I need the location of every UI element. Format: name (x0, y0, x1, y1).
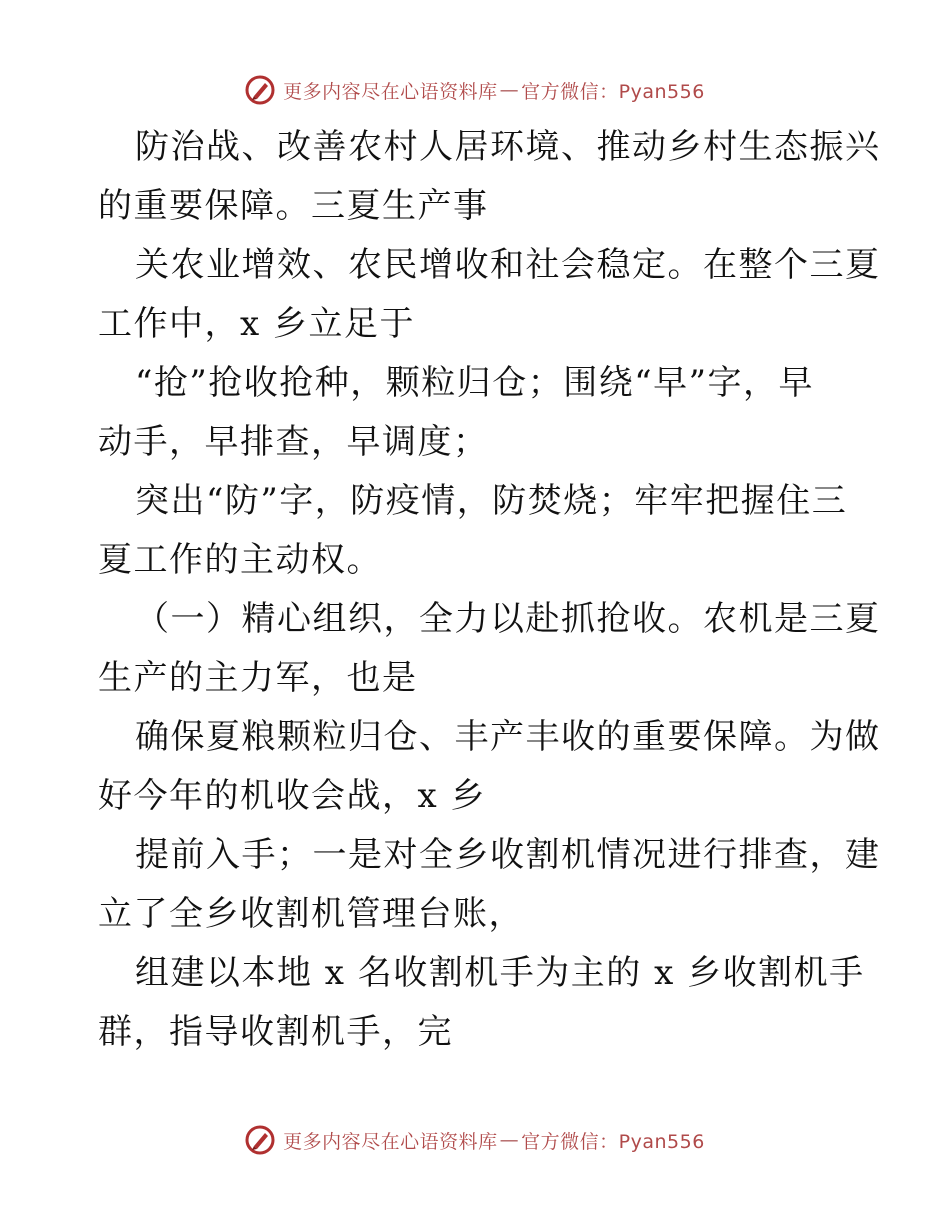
watermark-prefix: 更多内容尽在心语资料库 (283, 1130, 498, 1153)
footer-watermark (0, 1120, 950, 1160)
pen-logo-icon (245, 75, 275, 105)
text-line: 提前入手；一是对全乡收割机情况进行排查，建 (135, 835, 881, 875)
watermark-suffix: 官方微信：Pyan556 (521, 80, 705, 103)
text-line: 关农业增效、农民增收和社会稳定。在整个三夏 (135, 245, 881, 285)
text-line: 工作中，x 乡立足于 (98, 304, 415, 344)
watermark-separator: — (499, 79, 520, 101)
text-line: 群，指导收割机手，完 (98, 1012, 453, 1052)
text-line: 确保夏粮颗粒归仓、丰产丰收的重要保障。为做 (135, 717, 881, 757)
pen-logo-icon (245, 1125, 275, 1155)
text-line: 突出“防”字，防疫情，防焚烧；牢牢把握住三 (135, 481, 848, 521)
text-line: 的重要保障。三夏生产事 (98, 186, 489, 226)
text-line: 生产的主力军，也是 (98, 658, 418, 698)
text-line: 防治战、改善农村人居环境、推动乡村生态振兴 (135, 127, 881, 167)
text-line: “抢”抢收抢种，颗粒归仓；围绕“早”字，早 (135, 363, 815, 403)
text-line: （一）精心组织，全力以赴抓抢收。农机是三夏 (135, 599, 881, 639)
text-line: 动手，早排查，早调度； (98, 422, 489, 462)
watermark-separator: — (499, 1129, 520, 1151)
document-body (98, 118, 881, 1062)
watermark-prefix: 更多内容尽在心语资料库 (283, 80, 498, 103)
text-line: 好今年的机收会战，x 乡 (98, 776, 486, 816)
watermark-suffix: 官方微信：Pyan556 (521, 1130, 705, 1153)
text-line: 立了全乡收割机管理台账， (98, 894, 524, 934)
text-line: 夏工作的主动权。 (98, 540, 382, 580)
header-watermark (0, 70, 950, 110)
text-line: 组建以本地 x 名收割机手为主的 x 乡收割机手 (135, 953, 865, 993)
